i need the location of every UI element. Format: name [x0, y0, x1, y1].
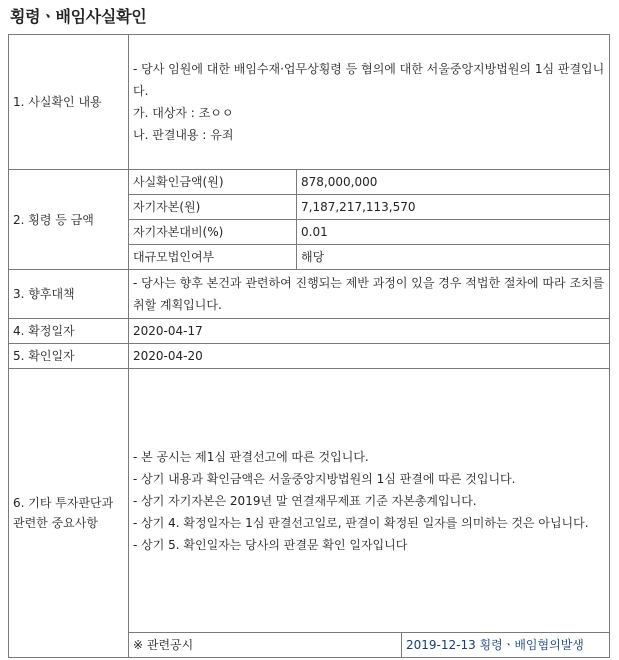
confirm-date-value: 2020-04-17 — [129, 319, 610, 344]
row-check-date — [9, 344, 610, 369]
other-paragraph: - 상기 5. 확인일자는 당사의 판결문 확인 일자입니다 — [133, 537, 408, 552]
fact-content-label: 1. 사실확인 내용 — [9, 35, 129, 170]
fact-content-paragraph: - 당사 임원에 대한 배임수재·업무상횡령 등 혐의에 대한 서울중앙지방법원의 1심 판결입니다. — [133, 62, 605, 98]
amount-item-label: 자기자본(원) — [129, 195, 297, 220]
page-title: 횡령ㆍ배임사실확인 — [10, 7, 147, 26]
disclosure-table — [8, 34, 610, 658]
row-amount — [9, 170, 610, 195]
other-paragraph: - 상기 자기자본은 2019년 말 연결재무제표 기준 자본총계입니다. — [133, 493, 477, 508]
other-paragraph: - 상기 4. 확정일자는 1심 판결선고일로, 판결이 확정된 일자를 의미하는 것은 아닙니다. — [133, 515, 589, 530]
check-date-label: 5. 확인일자 — [9, 344, 129, 369]
fact-content-paragraph: 나. 판결내용 : 유죄 — [133, 128, 234, 142]
countermeasure-value — [129, 270, 610, 319]
row-other — [9, 369, 610, 633]
amount-item-value: 해당 — [297, 245, 610, 270]
countermeasure-text: - 당사는 향후 본건과 관련하여 진행되는 제반 과정이 있을 경우 적법한 절차에 따라 조치를 취할 계획입니다. — [133, 276, 609, 312]
related-disclosure-label: ※ 관련공시 — [129, 633, 402, 658]
amount-item-value: 7,187,217,113,570 — [297, 195, 610, 220]
other-paragraph: - 상기 내용과 확인금액은 서울중앙지방법원의 1심 판결에 따른 것입니다. — [133, 471, 516, 486]
amount-item-label: 대규모법인여부 — [129, 245, 297, 270]
row-countermeasure — [9, 270, 610, 319]
amount-item-label: 사실확인금액(원) — [129, 170, 297, 195]
row-confirm-date — [9, 319, 610, 344]
countermeasure-label: 3. 향후대책 — [9, 270, 129, 319]
fact-content-paragraph: 가. 대상자 : 조ㅇㅇ — [133, 106, 234, 120]
related-disclosure-link[interactable]: 2019-12-13 횡령ㆍ배임혐의발생 — [402, 633, 610, 658]
amount-item-value: 878,000,000 — [297, 170, 610, 195]
other-value — [129, 369, 610, 633]
confirm-date-label: 4. 확정일자 — [9, 319, 129, 344]
row-fact-content — [9, 35, 610, 170]
amount-item-value: 0.01 — [297, 220, 610, 245]
fact-content-value — [129, 35, 610, 170]
amount-item-label: 자기자본대비(%) — [129, 220, 297, 245]
check-date-value: 2020-04-20 — [129, 344, 610, 369]
other-label: 6. 기타 투자판단과 관련한 중요사항 — [9, 369, 129, 658]
other-paragraph: - 본 공시는 제1심 판결선고에 따른 것입니다. — [133, 449, 369, 464]
amount-label: 2. 횡령 등 금액 — [9, 170, 129, 270]
